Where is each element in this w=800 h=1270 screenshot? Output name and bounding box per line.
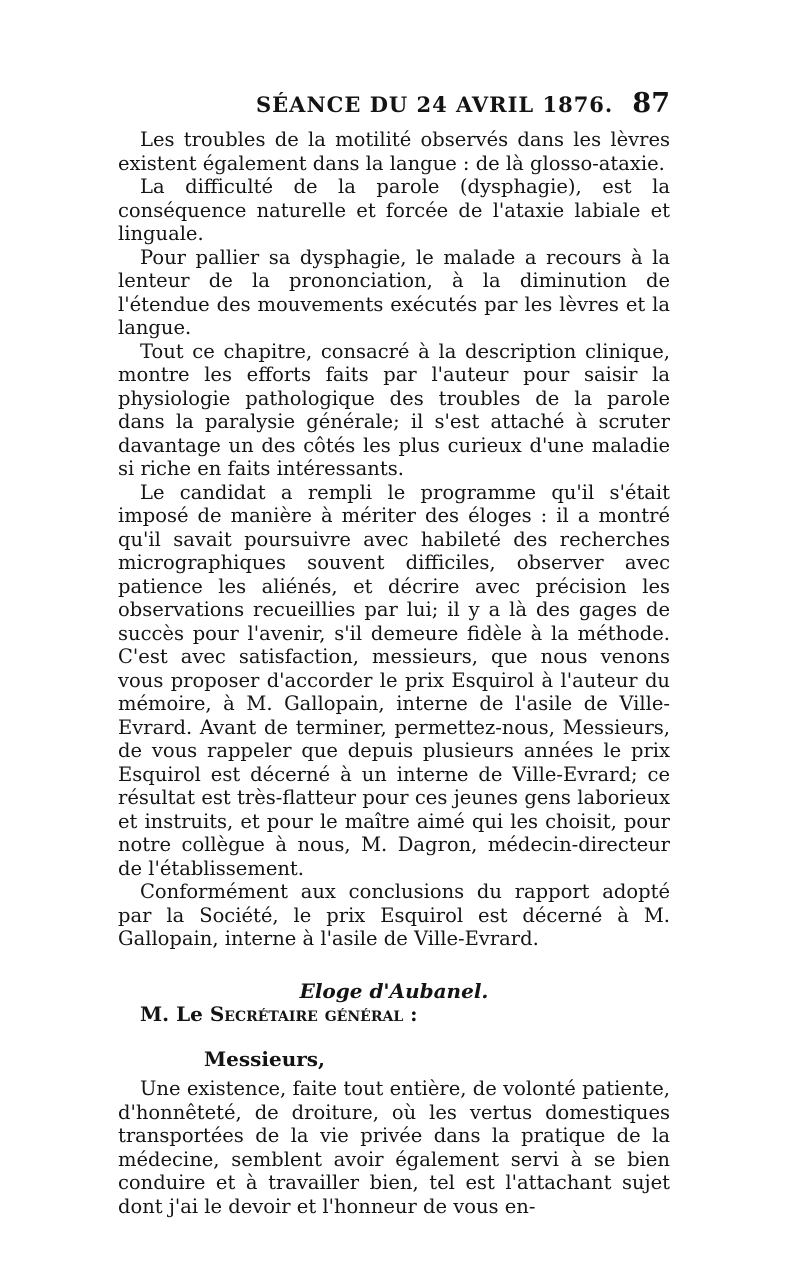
- page-number: 87: [632, 88, 670, 119]
- page-header: [118, 88, 670, 126]
- paragraph: Pour pallier sa dysphagie, le malade a recours à la lenteur de la prononciation, à la diminution de l'étendue des mouvements exécutés par les lèvres et la langue.: [118, 245, 670, 339]
- speaker-prefix: M. Le: [140, 1002, 203, 1026]
- body-text: [118, 128, 670, 1218]
- running-title: SÉANCE DU 24 AVRIL 1876.: [256, 92, 614, 117]
- paragraph: La difficulté de la parole (dysphagie), est la conséquence naturelle et forcée de l'ataxie labiale et linguale.: [118, 175, 670, 245]
- paragraph: Le candidat a rempli le programme qu'il s'était imposé de manière à mériter des éloges : il a montré qu'il savait poursuivre avec habileté des recherches micrographiques souvent difficiles, observer avec patience les aliénés, et décrire avec précision les observations recueillies par lui; il y a là des gages de succès pour l'avenir, s'il demeure fidèle à la méthode. C'est avec satisfaction, messieurs, que nous venons vous proposer d'accorder le prix Esquirol à l'auteur du mémoire, à M. Gallopain, interne de l'asile de Ville-Evrard. Avant de terminer, permettez-nous, Messieurs, de vous rappeler que depuis plusieurs années le prix Esquirol est décerné à un interne de Ville-Evrard; ce résultat est très-flatteur pour ces jeunes gens laborieux et instruits, et pour le maître aimé qui les choisit, pour notre collègue à nous, M. Dagron, médecin-directeur de l'établissement.: [118, 480, 670, 880]
- section-spacer: [118, 951, 670, 980]
- speaker-suffix: :: [403, 1002, 418, 1026]
- paragraph: Conformément aux conclusions du rapport adopté par la Société, le prix Esquirol est décerné à M. Gallopain, interne à l'asile de Ville-Evrard.: [118, 880, 670, 950]
- closing-paragraph: Une existence, faite tout entière, de volonté patiente, d'honnêteté, de droiture, où les vertus domestiques transportées de la vie privée dans la pratique de la médecine, semblent avoir également servi à se bien conduire et à travailler bien, tel est l'attachant sujet dont j'ai le devoir et l'honneur de vous en-: [118, 1077, 670, 1218]
- paragraph: Tout ce chapitre, consacré à la description clinique, montre les efforts faits par l'auteur pour saisir la physiologie pathologique des troubles de la parole dans la paralysie générale; il s'est attaché à scruter davantage un des côtés les plus curieux d'une maladie si riche en faits intéressants.: [118, 339, 670, 480]
- speaker-line: [118, 1003, 670, 1027]
- speaker-title: Secrétaire général: [209, 1002, 404, 1026]
- section-heading: Eloge d'Aubanel.: [299, 978, 489, 1003]
- salutation: Messieurs,: [204, 1046, 326, 1071]
- paragraph: Les troubles de la motilité observés dans les lèvres existent également dans la langue : de là glosso-ataxie.: [118, 128, 670, 175]
